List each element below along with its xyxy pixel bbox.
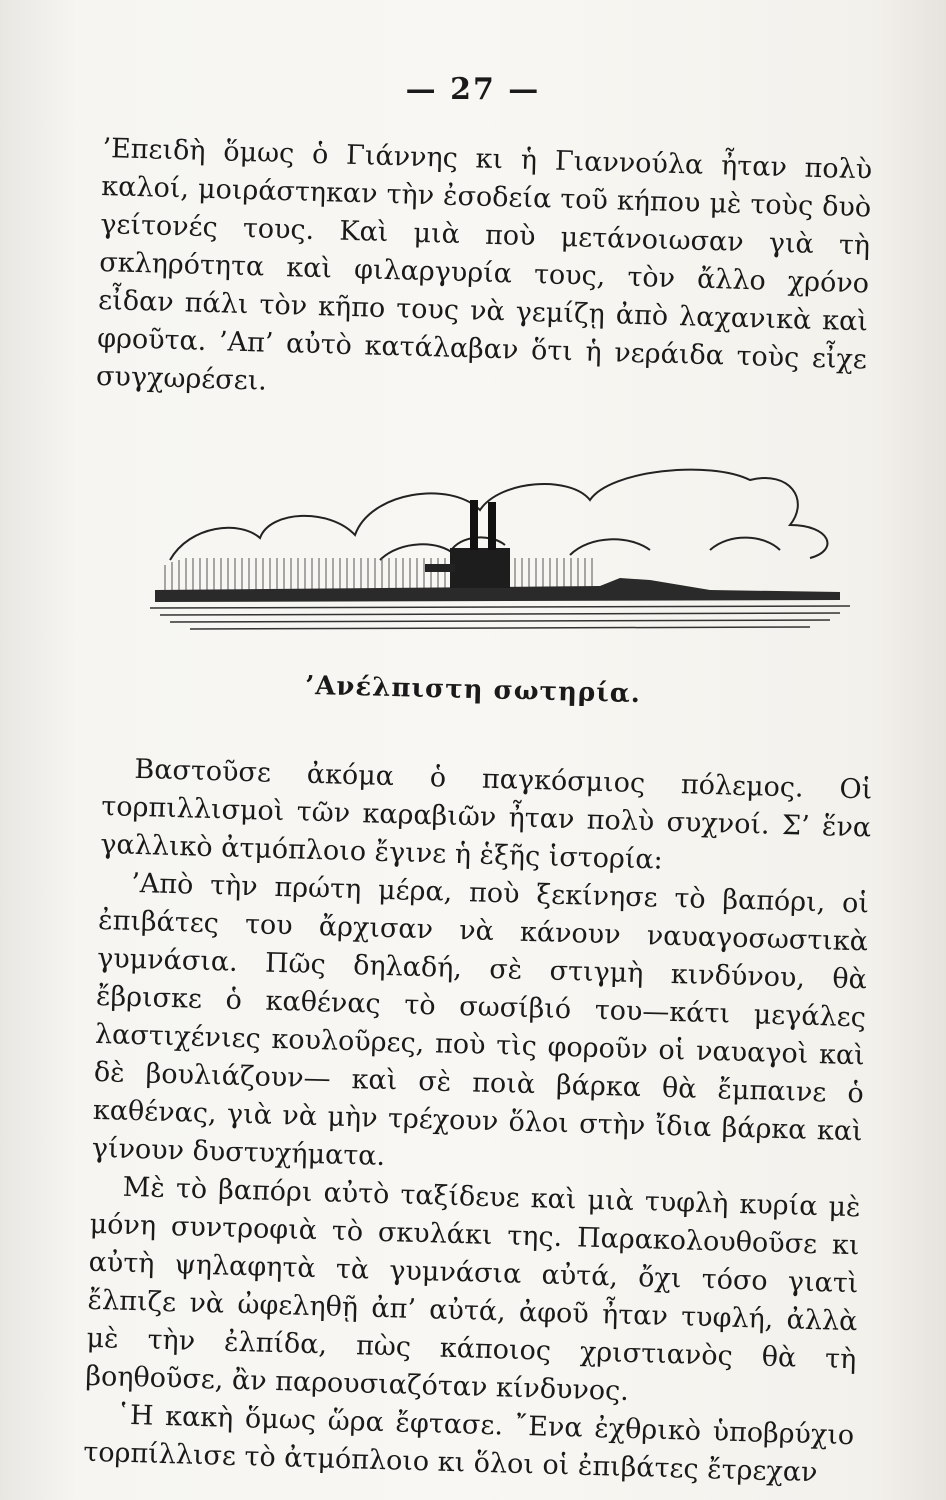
story-paragraph: ῾Η κακὴ ὅμως ὥρα ἔφτασε. ῎Ενα ἐχθρικὸ ὑποβρύχιο τορπίλλισε τὸ ἀτμόπλοιο κι ὅλοι οἱ ἐπιβάτες ἔτρεχαν — [82, 1399, 855, 1489]
top-paragraph: ’Επειδὴ ὅμως ὁ Γιάννης κι ἡ Γιαννούλα ἦταν πολὺ καλοί, μοιράστηκαν τὴν ἐσοδεία τοῦ κήπου μὲ τοὺς δυὸ γείτονές τους. Καὶ μιὰ ποὺ μετάνοιωσαν γιὰ τὴ σκληρότητα καὶ φιλαργυρία τους, τὸν ἄλλο χρόνο εἶδαν πάλι τὸν κῆπο τους νὰ γεμίζῃ ἀπὸ λαχανικὰ καὶ φροῦτα. ’Απ’ αὐτὸ κατάλαβαν ὅτι ἡ νεράιδα τοὺς εἶχε συγχωρέσει. — [95, 132, 873, 397]
submarine-illustration-icon — [150, 440, 850, 640]
story-paragraph: ’Απὸ τὴν πρώτη μέρα, ποὺ ξεκίνησε τὸ βαπόρι, οἱ ἐπιβάτες του ἄρχισαν νὰ κάνουν ναυαγοσωστικὰ γυμνάσια. Πῶς δηλαδή, σὲ στιγμὴ κινδύνου, θὰ ἔβρισκε ὁ καθένας τὸ σωσίβιό του—κάτι μεγάλες λαστιχένιες κουλοῦρες, ποὺ τὶς φοροῦν οἱ ναυαγοὶ καὶ δὲ βουλιάζουν— καὶ σὲ ποιὰ βάρκα θὰ ἔμπαινε ὁ καθένας, γιὰ νὰ μὴν τρέχουν ὅλοι στὴν ἴδια βάρκα καὶ γίνουν δυστυχήματα. — [91, 867, 870, 1173]
figure-caption: ’Ανέλπιστη σωτηρία. — [304, 670, 642, 710]
story-paragraph: Μὲ τὸ βαπόρι αὐτὸ ταξίδευε καὶ μιὰ τυφλὴ κυρία μὲ μόνη συντροφιὰ τὸ σκυλάκι της. Παρακολουθοῦσε κι αὐτὴ ψηλαφητὰ τὰ γυμνάσια αὐτά, ὄχι τόσο γιατὶ ἔλπιζε νὰ ὠφεληθῇ ἀπ’ αὐτά, ἀφοῦ ἦταν τυφλή, ἀλλὰ μὲ τὴν ἐλπίδα, πὼς κάποιος χριστιανὸς θὰ τὴ βοηθοῦσε, ἂν παρουσιαζόταν κίνδυνος. — [85, 1171, 861, 1407]
page-number: — 27 — — [405, 72, 541, 107]
top-paragraph-block — [96, 130, 873, 417]
story-paragraphs-block — [83, 750, 873, 1493]
story-paragraph: Βαστοῦσε ἀκόμα ὁ παγκόσμιος πόλεμος. Οἱ τορπιλλισμοὶ τῶν καραβιῶν ἦταν πολὺ συχνοί. Σ’ ἕνα γαλλικὸ ἀτμόπλοιο ἔγινε ἡ ἑξῆς ἱστορία: — [99, 753, 873, 876]
